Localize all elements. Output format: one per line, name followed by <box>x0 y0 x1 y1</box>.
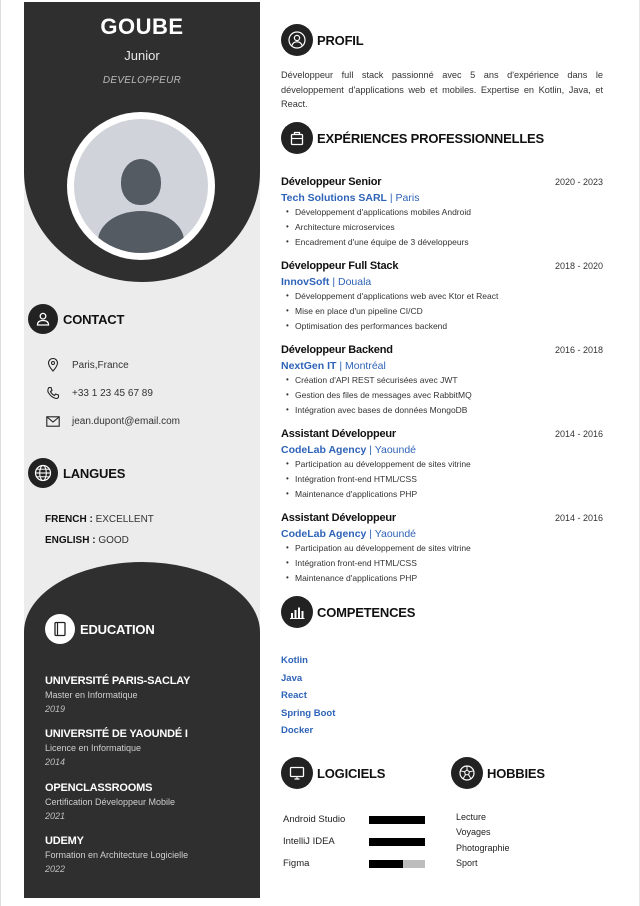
job-task: • Optimisation des performances backend <box>281 319 603 334</box>
skills-title: COMPETENCES <box>317 604 416 620</box>
job-entry <box>281 428 603 501</box>
education-year: 2021 <box>45 811 66 821</box>
skill-item: Kotlin <box>281 655 308 666</box>
job-task-list <box>281 541 603 585</box>
job-task: • Encadrement d'une équipe de 3 développeurs <box>281 235 603 250</box>
language-name: ENGLISH : <box>45 535 96 546</box>
contact-heading <box>28 304 124 334</box>
job-company: Tech Solutions SARL <box>281 192 387 204</box>
contact-item-email[interactable] <box>46 414 180 428</box>
software-title: LOGICIELS <box>317 765 386 781</box>
education-school: OPENCLASSROOMS <box>45 782 153 794</box>
education-school: UNIVERSITÉ PARIS-SACLAY <box>45 675 191 687</box>
skills-heading <box>281 596 415 628</box>
job-company: InnovSoft <box>281 276 330 288</box>
mail-icon <box>46 414 60 428</box>
software-item <box>283 814 425 825</box>
hobby-item: Lecture <box>456 812 487 822</box>
job-entry <box>281 176 603 249</box>
job-task: • Maintenance d'applications PHP <box>281 487 603 502</box>
profile-heading <box>281 24 363 56</box>
profile-summary: Développeur full stack passionné avec 5 ans d'expérience dans le développement d'applications web et mobiles. Expertise en Kotlin, Java, et React. <box>281 70 603 109</box>
education-item <box>45 675 255 714</box>
job-task: • Mise en place d'un pipeline CI/CD <box>281 304 603 319</box>
skill-item: Java <box>281 673 303 684</box>
software-level-bar <box>369 838 425 846</box>
hobbies-title: HOBBIES <box>487 765 545 781</box>
job-task-list <box>281 457 603 501</box>
job-dates: 2016 - 2018 <box>554 345 603 355</box>
job-title: Assistant Développeur <box>281 512 397 524</box>
job-task: • Participation au développement de sites vitrine <box>281 457 603 472</box>
job-title: Développeur Backend <box>281 344 393 356</box>
software-name: Figma <box>283 858 310 869</box>
language-name: FRENCH : <box>45 514 93 525</box>
software-name: Android Studio <box>283 814 346 825</box>
job-company-line <box>281 528 603 540</box>
hobbies-heading <box>451 757 545 789</box>
candidate-role: DEVELOPPEUR <box>102 75 182 86</box>
languages-heading <box>28 458 125 488</box>
book-icon <box>45 614 75 644</box>
job-task: • Maintenance d'applications PHP <box>281 571 603 586</box>
job-dates: 2014 - 2016 <box>554 513 603 523</box>
contact-location-text: Paris,France <box>72 359 129 371</box>
language-level: GOOD <box>98 535 129 546</box>
hobby-item: Voyages <box>456 827 491 837</box>
education-year: 2014 <box>45 757 66 767</box>
software-item <box>283 858 425 869</box>
job-city: | Paris <box>389 192 420 204</box>
experience-heading <box>281 122 544 154</box>
job-entry <box>281 260 603 333</box>
job-task: • Développement d'applications web avec Ktor et React <box>281 289 603 304</box>
software-level-bar <box>369 816 425 824</box>
contact-item-location <box>46 358 129 372</box>
header-panel <box>24 2 260 282</box>
language-level: EXCELLENT <box>95 514 154 525</box>
software-name: IntelliJ IDEA <box>283 836 335 847</box>
education-title: EDUCATION <box>80 621 155 637</box>
job-task: • Intégration avec bases de données MongoDB <box>281 403 603 418</box>
globe-icon <box>28 458 58 488</box>
job-title: Développeur Senior <box>281 176 382 188</box>
education-school: UNIVERSITÉ DE YAOUNDÉ I <box>45 728 188 740</box>
user-circle-icon <box>281 24 313 56</box>
briefcase-icon <box>281 122 313 154</box>
education-degree: Formation en Architecture Logicielle <box>45 850 189 860</box>
job-company: NextGen IT <box>281 360 337 372</box>
soccer-ball-icon <box>451 757 483 789</box>
skill-item: Spring Boot <box>281 708 336 719</box>
software-level-bar <box>369 860 425 868</box>
candidate-name: GOUBE <box>100 14 184 39</box>
contact-title: CONTACT <box>63 311 125 327</box>
job-task: • Intégration front-end HTML/CSS <box>281 556 603 571</box>
job-dates: 2020 - 2023 <box>554 177 603 187</box>
job-task: • Intégration front-end HTML/CSS <box>281 472 603 487</box>
languages-title: LANGUES <box>63 465 126 481</box>
education-degree: Certification Développeur Mobile <box>45 797 176 807</box>
phone-icon <box>46 386 60 400</box>
education-degree: Licence en Informatique <box>45 743 142 753</box>
job-task: • Développement d'applications mobiles Android <box>281 205 603 220</box>
job-task: • Architecture microservices <box>281 220 603 235</box>
contact-phone-text: +33 1 23 45 67 89 <box>72 387 153 399</box>
education-degree: Master en Informatique <box>45 690 138 700</box>
skill-item: React <box>281 690 307 701</box>
job-company-line <box>281 192 603 204</box>
education-school: UDEMY <box>45 835 84 847</box>
hobby-item: Photographie <box>456 843 510 853</box>
user-icon <box>28 304 58 334</box>
profile-title: PROFIL <box>317 32 364 48</box>
job-task-list <box>281 205 603 249</box>
education-year: 2022 <box>45 864 66 874</box>
language-item <box>45 514 154 525</box>
avatar <box>67 112 215 260</box>
job-city: | Yaoundé <box>369 528 417 540</box>
bar-chart-icon <box>281 596 313 628</box>
job-task-list <box>281 289 603 333</box>
experience-title: EXPÉRIENCES PROFESSIONNELLES <box>317 130 545 146</box>
sidebar <box>24 2 260 898</box>
education-year: 2019 <box>45 704 66 714</box>
monitor-icon <box>281 757 313 789</box>
job-city: | Yaoundé <box>369 444 417 456</box>
education-item <box>45 728 255 767</box>
education-panel <box>24 562 260 898</box>
job-company: CodeLab Agency <box>281 528 367 540</box>
job-company-line <box>281 444 603 456</box>
job-entry <box>281 344 603 417</box>
avatar-placeholder-icon <box>74 119 208 253</box>
contact-email-text: jean.dupont@email.com <box>72 415 180 427</box>
job-task-list <box>281 373 603 417</box>
skill-item: Docker <box>281 725 314 736</box>
hobby-item: Sport <box>456 858 478 868</box>
job-task: • Gestion des files de messages avec RabbitMQ <box>281 388 603 403</box>
education-item <box>45 835 255 874</box>
software-item <box>283 836 425 847</box>
job-title: Assistant Développeur <box>281 428 397 440</box>
job-company: CodeLab Agency <box>281 444 367 456</box>
job-dates: 2018 - 2020 <box>554 261 603 271</box>
job-task: • Création d'API REST sécurisées avec JWT <box>281 373 603 388</box>
job-entry <box>281 512 603 585</box>
software-heading <box>281 757 385 789</box>
job-dates: 2014 - 2016 <box>554 429 603 439</box>
contact-item-phone[interactable] <box>46 386 153 400</box>
job-city: | Douala <box>332 276 372 288</box>
education-item <box>45 782 255 821</box>
job-company-line <box>281 276 603 288</box>
job-company-line <box>281 360 603 372</box>
job-city: | Montréal <box>339 360 386 372</box>
candidate-level: Junior <box>124 48 160 63</box>
language-item <box>45 535 129 546</box>
job-title: Développeur Full Stack <box>281 260 399 272</box>
education-heading <box>45 614 155 644</box>
location-pin-icon <box>46 358 60 372</box>
job-task: • Participation au développement de sites vitrine <box>281 541 603 556</box>
